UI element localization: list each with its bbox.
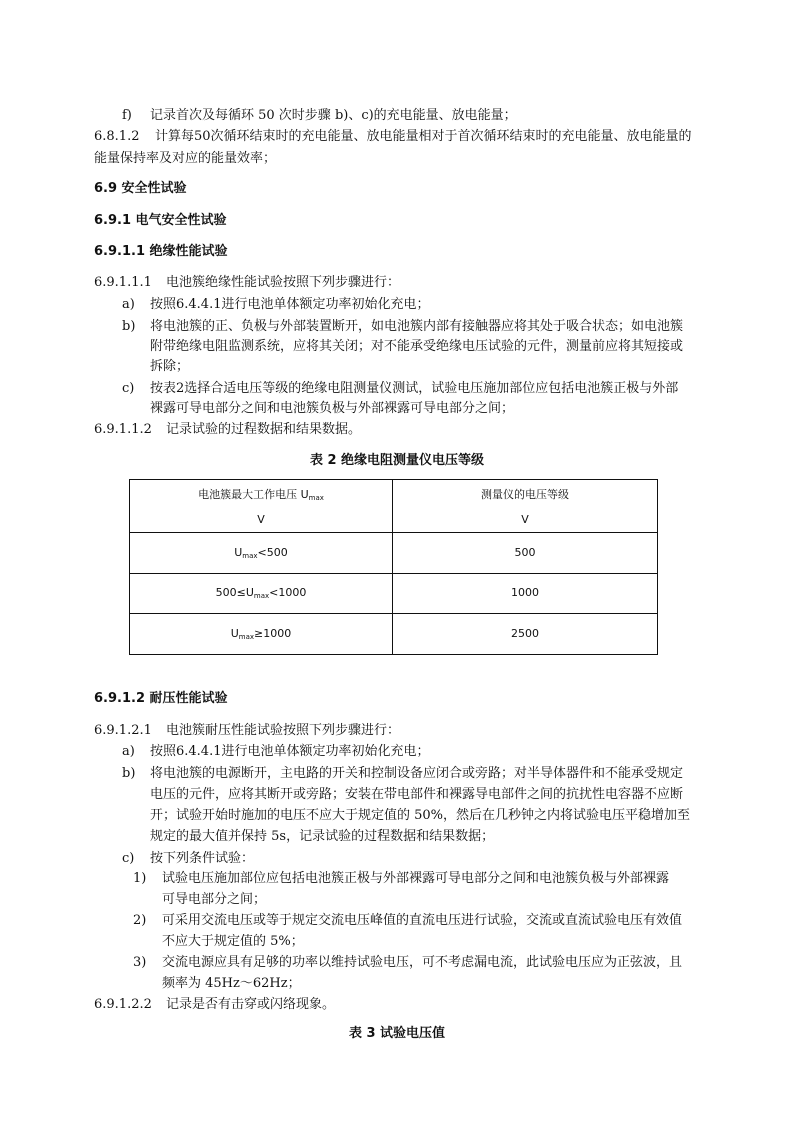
sub-item-label-3: 3) [133, 955, 147, 970]
clause-text-69112: 记录试验的过程数据和结果数据。 [166, 422, 362, 437]
section-heading-6-9: 6.9 安全性试验 [94, 181, 187, 196]
cell-subscript: max [242, 552, 258, 560]
table-2-caption: 表 2 绝缘电阻测量仪电压等级 [309, 453, 485, 468]
list-item-b-line3: 拆除； [150, 359, 190, 374]
table-divider [130, 573, 657, 574]
list-label-b: b) [122, 319, 136, 334]
clause-text-6812-line2: 能量保持率及对应的能量效率； [94, 151, 277, 166]
sub-item-label-2: 2) [133, 913, 147, 928]
list-item-a: 按照6.4.4.1进行电池单体额定功率初始化充电； [150, 297, 430, 312]
cell-text: <500 [257, 546, 288, 559]
section-heading-6-9-1-2: 6.9.1.2 耐压性能试验 [94, 691, 228, 706]
table-3-caption: 表 3 试验电压值 [348, 1026, 446, 1041]
list-label-a: a) [122, 744, 135, 759]
table-header-unit: V [521, 513, 529, 526]
header-text: 电池簇最大工作电压 U [198, 488, 309, 501]
table-divider [130, 613, 657, 614]
table-cell-meter-level: 2500 [511, 627, 539, 640]
cell-text: U [234, 546, 243, 559]
clause-text-69121: 电池簇耐压性能试验按照下列步骤进行： [166, 723, 401, 738]
table-cell-voltage-range [130, 586, 392, 603]
clause-number-69122: 6.9.1.2.2 [94, 997, 152, 1012]
cell-subscript: max [253, 592, 270, 600]
list-item-c: 按下列条件试验： [150, 851, 255, 866]
list-item-f: 记录首次及每循环 50 次时步骤 b)、c)的充电能量、放电能量； [150, 108, 517, 123]
table-cell-voltage-range [130, 546, 392, 563]
table-header-meter-level: 测量仪的电压等级 [481, 488, 569, 501]
sub-item-1-line1: 试验电压施加部位应包括电池簇正极与外部裸露可导电部分之间和电池簇负极与外部裸露 [162, 871, 670, 886]
table-cell-meter-level: 500 [514, 546, 536, 559]
cell-text: ≥1000 [254, 627, 292, 640]
clause-number-69111: 6.9.1.1.1 [94, 275, 152, 290]
cell-subscript: max [238, 633, 255, 641]
section-heading-6-9-1-1: 6.9.1.1 绝缘性能试验 [94, 244, 228, 259]
list-item-c-line1: 按表2选择合适电压等级的绝缘电阻测量仪测试，试验电压施加部位应包括电池簇正极与外部 [150, 381, 679, 396]
table-cell-voltage-range [130, 627, 392, 644]
list-item-b-line2: 附带绝缘电阻监测系统，应将其关闭；对不能承受绝缘电压试验的元件，测量前应将其短接或 [150, 339, 684, 354]
sub-item-3-line1: 交流电源应具有足够的功率以维持试验电压，可不考虑漏电流，此试验电压应为正弦波，且 [162, 955, 683, 970]
list-label-a: a) [122, 297, 135, 312]
table-header-unit: V [257, 513, 265, 526]
table-2 [129, 479, 658, 655]
list-label-c: c) [122, 851, 135, 866]
cell-text: 500≤U [215, 586, 254, 599]
clause-number-69121: 6.9.1.2.1 [94, 723, 152, 738]
list-label-b: b) [122, 766, 136, 781]
table-header-max-voltage [130, 488, 392, 505]
list-item-b-line4: 规定的最大值并保持 5s，记录试验的过程数据和结果数据； [150, 829, 495, 844]
sub-item-1-line2: 可导电部分之间； [162, 892, 267, 907]
list-item-a: 按照6.4.4.1进行电池单体额定功率初始化充电； [150, 744, 430, 759]
table-cell-meter-level: 1000 [511, 586, 539, 599]
table-divider [130, 532, 657, 533]
clause-text-6812-line1: 计算每50次循环结束时的充电能量、放电能量相对于首次循环结束时的充电能量、放电能量的 [155, 129, 692, 144]
sub-item-label-1: 1) [133, 871, 147, 886]
list-label-c: c) [122, 381, 135, 396]
clause-text-69122: 记录是否有击穿或闪络现象。 [166, 997, 336, 1012]
clause-number-6812: 6.8.1.2 [94, 129, 140, 144]
clause-text-69111: 电池簇绝缘性能试验按照下列步骤进行： [166, 275, 401, 290]
header-subscript: max [308, 494, 324, 502]
list-item-b-line1: 将电池簇的正、负极与外部装置断开，如电池簇内部有接触器应将其处于吸合状态；如电池簇 [150, 319, 684, 334]
list-item-b-line1: 将电池簇的电源断开，主电路的开关和控制设备应闭合或旁路；对半导体器件和不能承受规定 [150, 766, 684, 781]
list-item-c-line2: 裸露可导电部分之间和电池簇负极与外部裸露可导电部分之间； [150, 401, 515, 416]
section-heading-6-9-1: 6.9.1 电气安全性试验 [94, 213, 227, 228]
sub-item-2-line2: 不应大于规定值的 5%； [162, 934, 304, 949]
cell-text: <1000 [269, 586, 307, 599]
list-item-b-line3: 开；试验开始时施加的电压不应大于规定值的 50%，然后在几秒钟之内将试验电压平稳增加至 [150, 808, 691, 823]
clause-number-69112: 6.9.1.1.2 [94, 422, 152, 437]
sub-item-3-line2: 频率为 45Hz～62Hz； [162, 976, 301, 991]
list-item-b-line2: 电压的元件，应将其断开或旁路；安装在带电部件和裸露导电部件之间的抗扰性电容器不应断 [150, 787, 684, 802]
cell-text: U [230, 627, 239, 640]
list-label-f: f) [122, 108, 132, 123]
sub-item-2-line1: 可采用交流电压或等于规定交流电压峰值的直流电压进行试验，交流或直流试验电压有效值 [162, 913, 683, 928]
